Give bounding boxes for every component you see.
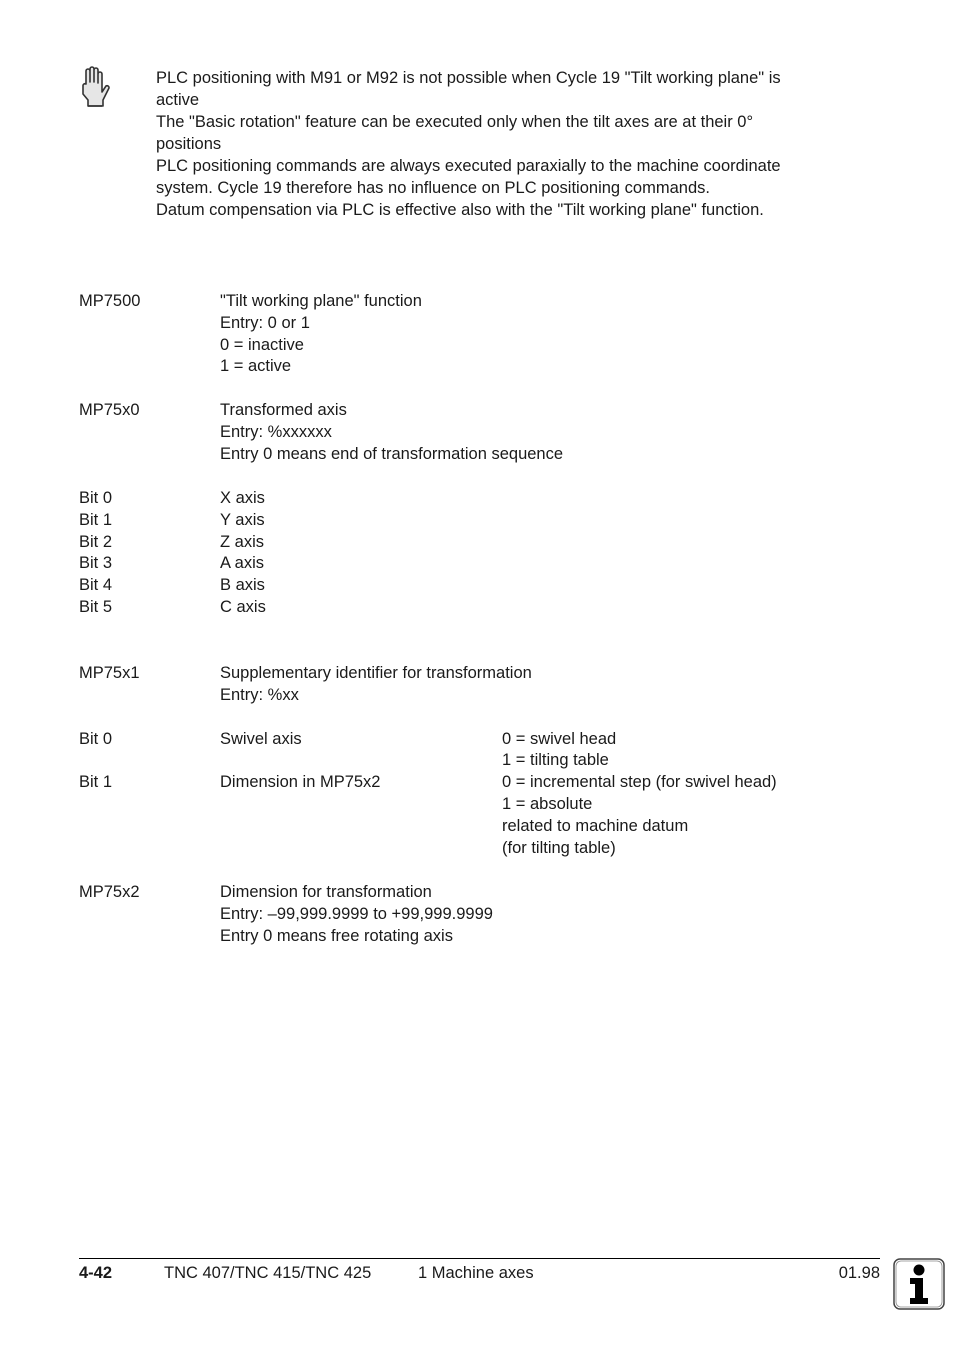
page-number: 4-42	[79, 1264, 113, 1282]
bit-label: Bit 4	[79, 576, 113, 594]
bit-label: Bit 0	[79, 489, 113, 507]
mp75x1-line: Entry: %xx	[220, 686, 299, 704]
axis-name: B axis	[220, 576, 265, 594]
bit-value: 1 = absolute	[502, 795, 593, 813]
bit-description: Dimension in MP75x2	[220, 773, 381, 791]
pointing-hand-icon	[78, 66, 110, 110]
chapter-title: 1 Machine axes	[418, 1264, 534, 1282]
note-line: The "Basic rotation" feature can be executed only when the tilt axes are at their 0°	[156, 113, 754, 131]
axis-name: X axis	[220, 489, 265, 507]
edition-date: 01.98	[838, 1264, 880, 1282]
note-text	[156, 67, 856, 221]
mp7500-line: 1 = active	[220, 357, 292, 375]
mp7500-line: 0 = inactive	[220, 336, 304, 354]
mp75x2-line: Entry 0 means free rotating axis	[220, 927, 453, 945]
bit-label: Bit 0	[79, 730, 113, 748]
mp75x0-label: MP75x0	[79, 401, 140, 419]
note-line: positions	[156, 135, 222, 153]
bit-label: Bit 2	[79, 533, 113, 551]
note-line: system. Cycle 19 therefore has no influence on PLC positioning commands.	[156, 179, 710, 197]
mp7500-line: "Tilt working plane" function	[220, 292, 422, 310]
axis-name: Z axis	[220, 533, 265, 551]
note-line: active	[156, 91, 200, 109]
note-line: PLC positioning commands are always executed paraxially to the machine coordinate	[156, 157, 781, 175]
note-line: PLC positioning with M91 or M92 is not possible when Cycle 19 "Tilt working plane" is	[156, 69, 781, 87]
footer-divider	[79, 1258, 880, 1259]
info-icon[interactable]	[893, 1258, 945, 1310]
mp7500-line: Entry: 0 or 1	[220, 314, 310, 332]
mp75x1-label: MP75x1	[79, 664, 140, 682]
bit-value: (for tilting table)	[502, 839, 616, 857]
mp75x2-line: Dimension for transformation	[220, 883, 432, 901]
bit-label: Bit 1	[79, 773, 113, 791]
bit-label: Bit 1	[79, 511, 113, 529]
mp75x0-line: Entry: %xxxxxx	[220, 423, 332, 441]
mp7500-label: MP7500	[79, 292, 141, 310]
axis-name: Y axis	[220, 511, 265, 529]
bit-value: 0 = swivel head	[502, 730, 617, 748]
mp75x0-line: Entry 0 means end of transformation sequence	[220, 445, 564, 463]
axis-name: A axis	[220, 554, 265, 572]
bit-value: 0 = incremental step (for swivel head)	[502, 773, 777, 791]
bit-value: 1 = tilting table	[502, 751, 609, 769]
bit-label: Bit 5	[79, 598, 113, 616]
mp75x2-line: Entry: –99,999.9999 to +99,999.9999	[220, 905, 493, 923]
mp75x2-label: MP75x2	[79, 883, 140, 901]
axis-name: C axis	[220, 598, 266, 616]
mp75x0-line: Transformed axis	[220, 401, 347, 419]
bit-description: Swivel axis	[220, 730, 302, 748]
note-line: Datum compensation via PLC is effective also with the "Tilt working plane" function.	[156, 201, 764, 219]
bit-value: related to machine datum	[502, 817, 689, 835]
document-title: TNC 407/TNC 415/TNC 425	[164, 1264, 372, 1282]
bit-label: Bit 3	[79, 554, 113, 572]
mp75x1-line: Supplementary identifier for transformation	[220, 664, 532, 682]
